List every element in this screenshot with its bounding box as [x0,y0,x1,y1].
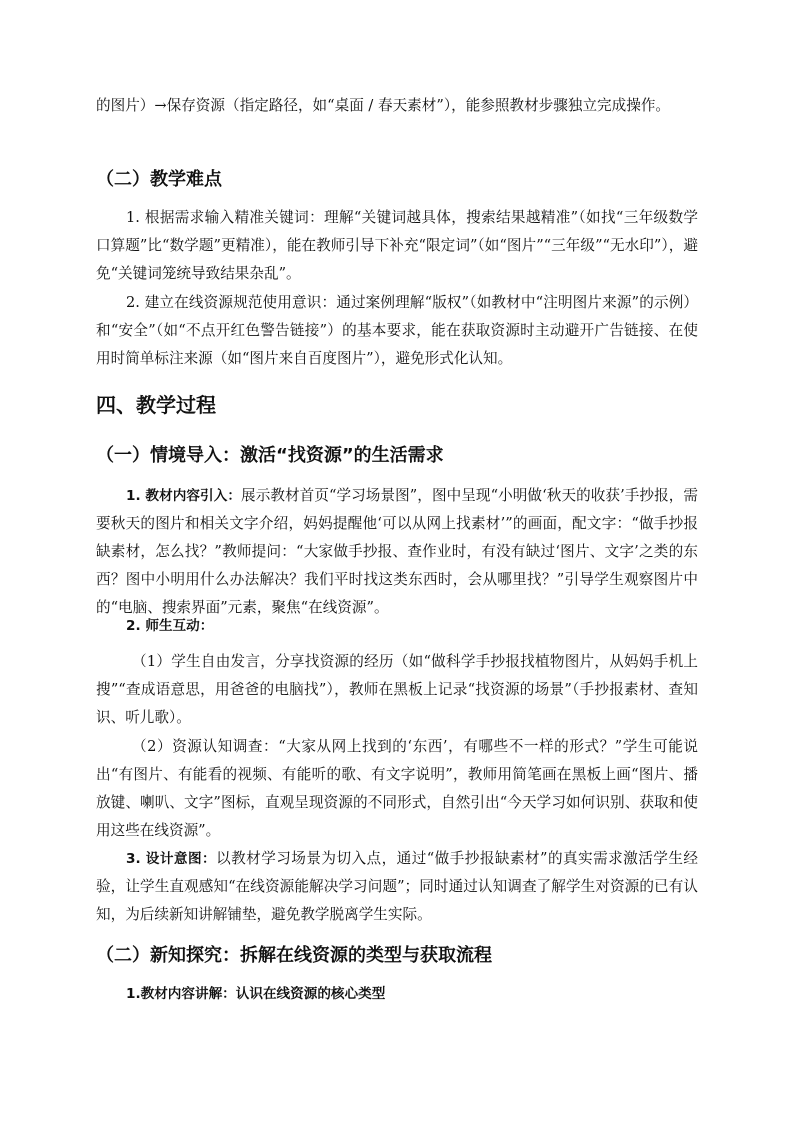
paragraph-difficulty-1: 1. 根据需求输入精准关键词：理解“关键词越具体，搜索结果越精准”（如找“三年级数学口算题”比“数学题”更精准），能在教师引导下补充“限定词”（如“图片”“三年级”“无水印”），避免“关键词笼统导致结果杂乱”。 [96,209,698,282]
heading-teaching-process: 四、教学过程 [96,393,216,417]
label-textbook-explain: 1.教材内容讲解：认识在线资源的核心类型 [126,986,386,1002]
heading-situation-intro: （一）情境导入：激活“找资源”的生活需求 [96,445,444,466]
text-textbook-intro: 展示教材首页“学习场景图”，图中呈现“小明做‘秋天的收获’手抄报，需要秋天的图片和相关文字介绍，妈妈提醒他‘可以从网上找素材’”的画面，配文字：“做手抄报缺素材，怎么找？”教师提问：“大家做手抄报、查作业时，有没有缺过‘图片、文字’之类的东西？图中小明用什么办法解决？我们平时找这类东西时，会从哪里找？”引导学生观察图片中的“电脑、搜索界面”元素，聚焦“在线资源”。 [96,487,699,616]
heading-difficulty: （二）教学难点 [96,169,222,190]
paragraph-intro: 的图片）→保存资源（指定路径，如“桌面 / 春天素材”），能参照教材步骤独立完成操作。 [96,97,671,114]
paragraph-textbook-explain [96,980,698,1008]
label-textbook-intro: 1. 教材内容引入： [126,488,242,504]
label-interaction: 2. 师生互动： [126,618,214,634]
paragraph-design-intent [96,845,698,929]
heading-new-knowledge: （二）新知探究：拆解在线资源的类型与获取流程 [96,945,492,966]
text-design-intent: 以教材学习场景为切入点，通过“做手抄报缺素材”的真实需求激活学生经验，让学生直观感知“在线资源能解决学习问题”；同时通过认知调查了解学生对资源的已有认知，为后续新知讲解铺垫，避免教学脱离学生实际。 [96,850,698,923]
label-design-intent: 3. 设计意图： [126,851,217,867]
paragraph-interaction-2: （2）资源认知调查：“大家从网上找到的‘东西’，有哪些不一样的形式？”学生可能说出“有图片、有能看的视频、有能听的歌、有文字说明”，教师用简笔画在黑板上画“图片、播放键、喇叭、文字”图标，直观呈现资源的不同形式，自然引出“今天学习如何识别、获取和使用这些在线资源”。 [96,738,698,839]
paragraph-textbook-intro [96,482,698,622]
paragraph-interaction-label [96,612,698,640]
paragraph-interaction-1: （1）学生自由发言，分享找资源的经历（如“做科学手抄报找植物图片，从妈妈手机上搜”“查成语意思，用爸爸的电脑找”），教师在黑板上记录“找资源的场景”（手抄报素材、查知识、听儿歌）。 [96,653,698,726]
paragraph-difficulty-2: 2. 建立在线资源规范使用意识：通过案例理解“版权”（如教材中“注明图片来源”的示例）和“安全”（如“不点开红色警告链接”）的基本要求，能在获取资源时主动避开广告链接、在使用时简单标注来源（如“图片来自百度图片”），避免形式化认知。 [96,294,698,367]
